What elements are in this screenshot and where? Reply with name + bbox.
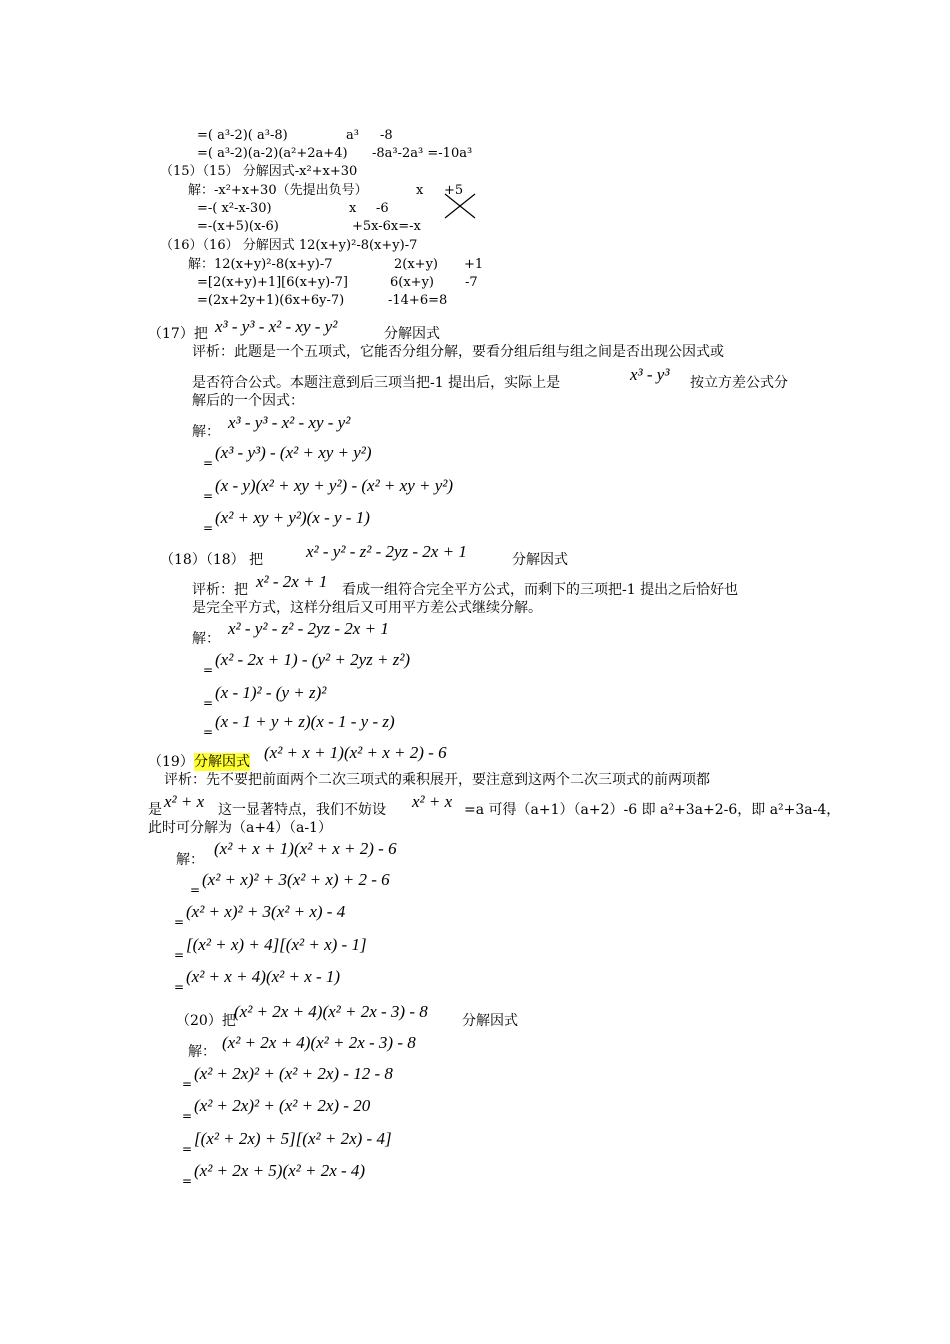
problem-17-solution-expr: x³ - y³ - x² - xy - y² bbox=[228, 413, 351, 432]
problem-19-analysis-2b: 这一显著特点，我们不妨设 bbox=[218, 802, 386, 818]
problem-16-step-1: =[2(x+y)+1][6(x+y)-7] bbox=[197, 275, 348, 290]
problem-20-step-2: (x² + 2x)² + (x² + 2x) - 20 bbox=[194, 1096, 371, 1115]
problem-18-prefix: （18）（18） 把 bbox=[160, 552, 264, 568]
problem-18-expression: x² - y² - z² - 2yz - 2x + 1 bbox=[306, 542, 467, 561]
problem-18-analysis-1b: 看成一组符合完全平方公式，而剩下的三项把-1 提出之后恰好也 bbox=[342, 582, 739, 598]
line-1-cross-a: a³ bbox=[346, 128, 359, 143]
problem-17-step-3: (x² + xy + y²)(x - y - 1) bbox=[215, 508, 370, 527]
problem-19-highlight: 分解因式 bbox=[194, 754, 250, 770]
problem-18-solution-expr: x² - y² - z² - 2yz - 2x + 1 bbox=[228, 619, 389, 638]
equals-sign: = bbox=[182, 1109, 193, 1123]
problem-19-analysis-2a: 是 bbox=[148, 802, 162, 818]
problem-19-analysis-2c: =a 可得（a+1）（a+2）-6 即 a²+3a+2-6，即 a²+3a-4， bbox=[464, 802, 841, 818]
problem-19-analysis-3: 此时可分解为（a+4）（a-1） bbox=[148, 820, 332, 836]
line-1-cross-b: -8 bbox=[380, 128, 393, 143]
cross-multiplication-icon bbox=[443, 192, 477, 220]
problem-15-solution: 解：-x²+x+30（先提出负号） bbox=[188, 183, 368, 198]
equals-sign: = bbox=[182, 1142, 193, 1156]
problem-18-step-3: (x - 1 + y + z)(x - 1 - y - z) bbox=[215, 712, 395, 731]
problem-19-analysis-expr-1: x² + x bbox=[164, 792, 205, 811]
equals-sign: = bbox=[182, 1174, 193, 1188]
problem-17-suffix: 分解因式 bbox=[384, 326, 440, 342]
cross-15-y1: +5 bbox=[444, 183, 464, 198]
problem-17-solution-label: 解： bbox=[192, 424, 220, 440]
problem-19-solution-label: 解： bbox=[176, 852, 204, 868]
problem-16-step-2: =(2x+2y+1)(6x+6y-7) bbox=[197, 293, 345, 308]
problem-18-step-2: (x - 1)² - (y + z)² bbox=[215, 683, 327, 702]
equals-sign: = bbox=[174, 948, 185, 962]
line-2: =( a³-2)(a-2)(a²+2a+4) bbox=[197, 146, 348, 161]
problem-17-analysis-3: 解后的一个因式： bbox=[192, 393, 304, 409]
equals-sign: = bbox=[203, 696, 214, 710]
problem-17-step-2: (x - y)(x² + xy + y²) - (x² + xy + y²) bbox=[215, 476, 454, 495]
equals-sign: = bbox=[174, 980, 185, 994]
problem-18-analysis-expr: x² - 2x + 1 bbox=[256, 572, 328, 591]
problem-20-suffix: 分解因式 bbox=[462, 1013, 518, 1029]
line-2-check: -8a³-2a³ =-10a³ bbox=[372, 146, 473, 161]
equals-sign: = bbox=[203, 725, 214, 739]
equals-sign: = bbox=[182, 1077, 193, 1091]
problem-19-solution-expr: (x² + x + 1)(x² + x + 2) - 6 bbox=[214, 839, 397, 858]
problem-19-prefix: （19） bbox=[148, 754, 194, 770]
problem-20-prefix: （20）把 bbox=[176, 1013, 236, 1029]
equals-sign: = bbox=[190, 883, 201, 897]
problem-15-step-1: =-( x²-x-30) bbox=[197, 201, 272, 216]
equals-sign: = bbox=[203, 456, 214, 470]
line-1: =( a³-2)( a³-8) bbox=[197, 128, 288, 143]
cross-15-check: +5x-6x=-x bbox=[352, 219, 421, 234]
problem-17-analysis-2b: 按立方差公式分 bbox=[690, 375, 788, 391]
problem-18-suffix: 分解因式 bbox=[512, 552, 568, 568]
cross-16-y1: +1 bbox=[464, 257, 484, 272]
problem-19-step-2: (x² + x)² + 3(x² + x) - 4 bbox=[186, 902, 346, 921]
problem-19-analysis-expr-2: x² + x bbox=[412, 792, 453, 811]
problem-20-solution-expr: (x² + 2x + 4)(x² + 2x - 3) - 8 bbox=[222, 1033, 416, 1052]
problem-19-step-3: [(x² + x) + 4][(x² + x) - 1] bbox=[186, 935, 367, 954]
problem-17-step-1: (x³ - y³) - (x² + xy + y²) bbox=[215, 443, 372, 462]
problem-18-solution-label: 解： bbox=[192, 631, 220, 647]
problem-17-analysis-2a: 是否符合公式。本题注意到后三项当把-1 提出后，实际上是 bbox=[192, 375, 561, 391]
problem-20-step-1: (x² + 2x)² + (x² + 2x) - 12 - 8 bbox=[194, 1064, 393, 1083]
equals-sign: = bbox=[174, 915, 185, 929]
problem-20-solution-label: 解： bbox=[188, 1044, 216, 1060]
cross-16-check: -14+6=8 bbox=[388, 293, 448, 308]
cross-16-x2: 6(x+y) bbox=[390, 275, 434, 290]
cross-15-x2: x bbox=[349, 201, 357, 216]
problem-16-title: （16）（16） 分解因式 12(x+y)²-8(x+y)-7 bbox=[160, 238, 418, 253]
problem-18-step-1: (x² - 2x + 1) - (y² + 2yz + z²) bbox=[215, 650, 411, 669]
equals-sign: = bbox=[203, 489, 214, 503]
problem-15-step-2: =-(x+5)(x-6) bbox=[197, 219, 279, 234]
cross-16-y2: -7 bbox=[465, 275, 478, 290]
problem-19-expression: (x² + x + 1)(x² + x + 2) - 6 bbox=[264, 743, 447, 762]
cross-15-y2: -6 bbox=[376, 201, 389, 216]
problem-18-analysis-1a: 评析：把 bbox=[192, 582, 248, 598]
problem-15-title: （15）（15） 分解因式-x²+x+30 bbox=[160, 164, 358, 179]
problem-17-analysis-expr: x³ - y³ bbox=[630, 365, 670, 384]
problem-16-solution: 解：12(x+y)²-8(x+y)-7 bbox=[188, 257, 333, 272]
problem-17-expression: x³ - y³ - x² - xy - y² bbox=[215, 317, 338, 336]
problem-19-step-1: (x² + x)² + 3(x² + x) + 2 - 6 bbox=[202, 870, 390, 889]
problem-20-step-3: [(x² + 2x) + 5][(x² + 2x) - 4] bbox=[194, 1129, 392, 1148]
cross-16-x1: 2(x+y) bbox=[394, 257, 438, 272]
problem-19-analysis-1: 评析：先不要把前面两个二次三项式的乘积展开，要注意到这两个二次三项式的前两项都 bbox=[164, 772, 710, 788]
problem-20-expression: (x² + 2x + 4)(x² + 2x - 3) - 8 bbox=[234, 1002, 428, 1021]
problem-17-analysis-1: 评析：此题是一个五项式，它能否分组分解，要看分组后组与组之间是否出现公因式或 bbox=[192, 344, 724, 360]
cross-15-x1: x bbox=[416, 183, 424, 198]
problem-17-prefix: （17）把 bbox=[148, 326, 208, 342]
problem-18-analysis-2: 是完全平方式，这样分组后又可用平方差公式继续分解。 bbox=[192, 600, 542, 616]
equals-sign: = bbox=[203, 663, 214, 677]
problem-20-step-4: (x² + 2x + 5)(x² + 2x - 4) bbox=[194, 1161, 366, 1180]
problem-19-step-4: (x² + x + 4)(x² + x - 1) bbox=[186, 967, 341, 986]
equals-sign: = bbox=[203, 521, 214, 535]
